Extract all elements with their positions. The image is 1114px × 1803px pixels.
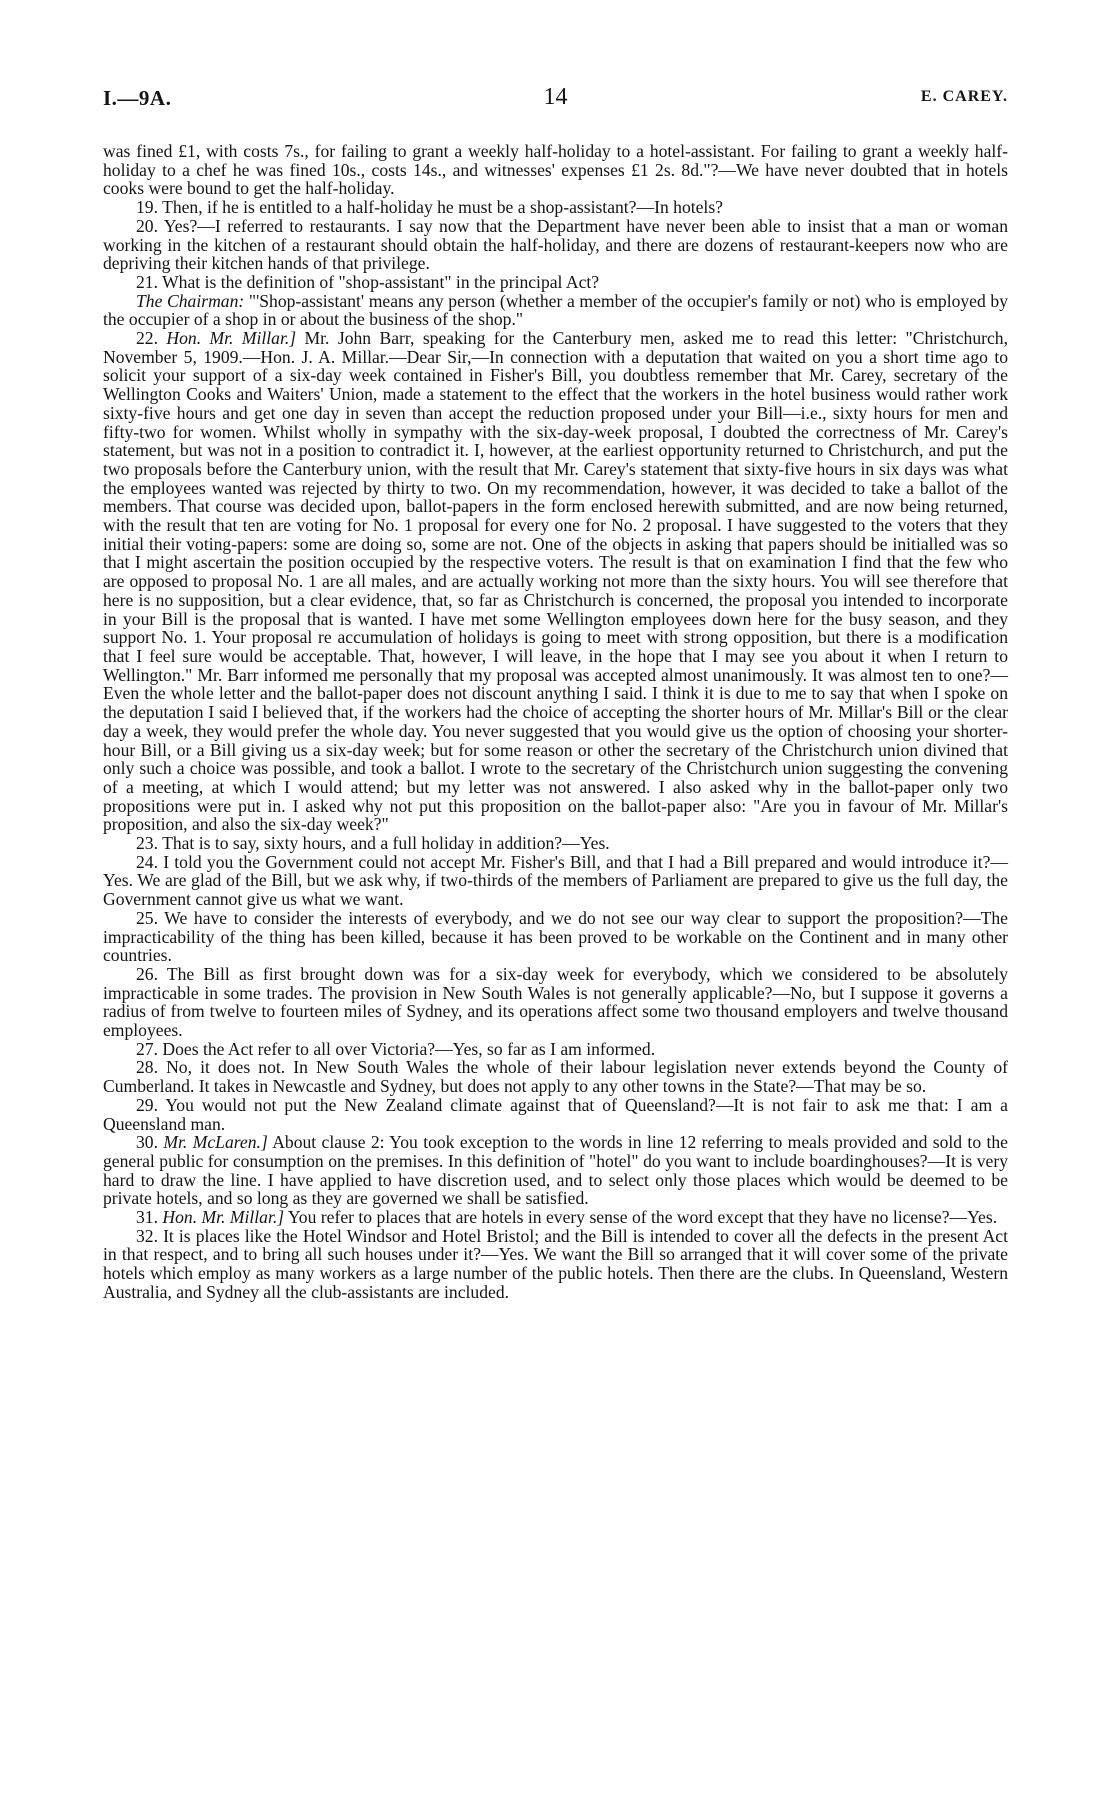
witness-name: E. CAREY. <box>920 88 1008 105</box>
paragraph: was fined £1, with costs 7s., for failing to grant a weekly half-holiday to a hotel-assistant. For failing to grant a weekly half-holiday to a chef he was fined 10s., costs 14s., and witnesses' expenses £1 2s. 8d."?—We have never doubted that in hotels cooks were bound to get the half-holiday. <box>103 141 1008 199</box>
document-page <box>103 74 1008 1302</box>
document-reference: I.—9A. <box>103 86 172 110</box>
speaker-label: Hon. Mr. Millar.] <box>162 1207 285 1228</box>
paragraph: 27. Does the Act refer to all over Victoria?—Yes, so far as I am informed. <box>136 1038 656 1059</box>
paragraph: 24. I told you the Government could not accept Mr. Fisher's Bill, and that I had a Bill prepared and would introduce it?—Yes. We are glad of the Bill, but we ask why, if two-thirds of the members of Parliament are prepared to give us the full day, the Government cannot give us what we want. <box>103 851 1008 910</box>
question-number: 30. <box>136 1132 158 1153</box>
paragraph: 21. What is the definition of "shop-assistant" in the principal Act? <box>136 271 600 292</box>
paragraph: 28. No, it does not. In New South Wales the whole of their labour legislation never extends beyond the County of Cumberland. It takes in Newcastle and Sydney, but does not apply to any other towns in the State?—That may be so. <box>103 1057 1008 1097</box>
body-text <box>103 142 1008 1302</box>
paragraph: The Chairman: "'Shop-assistant' means any person (whether a member of the occupier's family or not) who is employed by the occupier of a shop in or about the business of the shop." <box>103 290 1008 330</box>
paragraph: 26. The Bill as first brought down was for a six-day week for everybody, which we considered to be absolutely impracticable in some trades. The provision in New South Wales is not generally applicable?—No, but I suppose it governs a radius of from twelve to fourteen miles of Sydney, and its operations affect some two thousand employers and twelve thousand employees. <box>103 963 1008 1041</box>
paragraph: 19. Then, if he is entitled to a half-holiday he must be a shop-assistant?—In hotels? <box>136 197 723 218</box>
page-number: 14 <box>543 84 568 110</box>
paragraph: 25. We have to consider the interests of everybody, and we do not see our way clear to support the proposition?—The impracticability of the thing has been killed, because it has been proved to be workable on the Continent and in many other countries. <box>103 907 1008 966</box>
speaker-label: Mr. McLaren.] <box>163 1132 268 1153</box>
paragraph: 29. You would not put the New Zealand climate against that of Queensland?—It is not fair to ask me that: I am a Queensland man. <box>103 1094 1008 1134</box>
paragraph: 31. Hon. Mr. Millar.] You refer to places that are hotels in every sense of the word except that they have no license?—Yes. <box>136 1207 998 1228</box>
page-header <box>103 74 1008 114</box>
speaker-label: The Chairman: <box>136 290 245 311</box>
paragraph: 23. That is to say, sixty hours, and a full holiday in addition?—Yes. <box>136 833 610 854</box>
speaker-label: Hon. Mr. Millar.] <box>166 328 297 349</box>
question-number: 31. <box>136 1207 158 1228</box>
paragraph: 30. Mr. McLaren.] About clause 2: You took exception to the words in line 12 referring to meals provided and sold to the general public for consumption on the premises. In this definition of "hotel" do you want to include boardinghouses?—It is very hard to draw the line. I have applied to have discretion used, and to select only those places which would be deemed to be private hotels, and so long as they are governed we shall be satisfied. <box>103 1132 1008 1209</box>
question-number: 22. <box>136 328 158 349</box>
paragraph: 32. It is places like the Hotel Windsor and Hotel Bristol; and the Bill is intended to cover all the defects in the present Act in that respect, and to bring all such houses under it?—Yes. We want the Bill so arranged that it will cover some of the private hotels which employ as many workers as a large number of the public hotels. Then there are the clubs. In Queensland, Western Australia, and Sydney all the club-assistants are included. <box>103 1225 1008 1302</box>
paragraph: 20. Yes?—I referred to restaurants. I say now that the Department have never been able to insist that a man or woman working in the kitchen of a restaurant should obtain the half-holiday, and there are dozens of restaurant-keepers now who are depriving their kitchen hands of that privilege. <box>103 215 1008 274</box>
paragraph: 22. Hon. Mr. Millar.] Mr. John Barr, speaking for the Canterbury men, asked me to read this letter: "Christchurch, November 5, 1909.—Hon. J. A. Millar.—Dear Sir,—In connection with a deputation that waited on you a short time ago to solicit your support of a six-day week contained in Fisher's Bill, you doubtless remember that Mr. Carey, secretary of the Wellington Cooks and Waiters' Union, made a statement to the effect that the workers in the hotel business would rather work sixty-five hours and get one day in seven than accept the reduction proposed under your Bill—i.e., sixty hours for men and fifty-two for women. Whilst wholly in sympathy with the six-day-week proposal, I doubted the correctness of Mr. Carey's statement, but was not in a position to contradict it. I, however, at the earliest opportunity returned to Christchurch, and put the two proposals before the Canterbury union, with the result that Mr. Carey's statement that sixty-five hours in six days was what the employees wanted was rejected by thirty to two. On my recommendation, however, it was decided to take a ballot of the members. That course was decided upon, ballot-papers in the form enclosed herewith submitted, and are now being returned, with the result that ten are voting for No. 1 proposal for every one for No. 2 proposal. I have suggested to the voters that they initial their voting-papers: some are doing so, some are not. One of the objects in asking that papers should be initialled was so that I might ascertain the position occupied by the respective voters. The result is that on examination I find that the few who are opposed to proposal No. 1 are all males, and are actually working not more than the sixty hours. You will see therefore that here is no supposition, but a clear evidence, that, so far as Christchurch is concerned, the proposal you intended to incorporate in your Bill is the proposal that is wanted. I have met some Wellington employees down here for the busy season, and they support No. 1. Your proposal re accumulation of holidays is going to meet with strong opposition, but there is a modification that I feel sure would be acceptable. That, however, I will leave, in the hope that I may see you about it when I return to Wellington." Mr. Barr informed me personally that my proposal was accepted almost unanimously. It was almost ten to one?—Even the whole letter and the ballot-paper does not discount anything I said. I think it is due to me to say that when I spoke on the deputation I said I believed that, if the workers had the choice of accepting the shorter hours of Mr. Millar's Bill or the clear day a week, they would prefer the whole day. You never suggested that you would give us the option of choosing your shorter-hour Bill, or a Bill giving us a six-day week; but for some reason or other the secretary of the Christchurch union divined that only such a choice was possible, and took a ballot. I wrote to the secretary of the Christchurch union suggesting the convening of a meeting, at which I would attend; but my letter was not answered. I also asked why in the ballot-paper only two propositions were put in. I asked why not put this proposition on the ballot-paper also: "Are you in favour of Mr. Millar's proposition, and also the six-day week?" <box>103 328 1008 835</box>
